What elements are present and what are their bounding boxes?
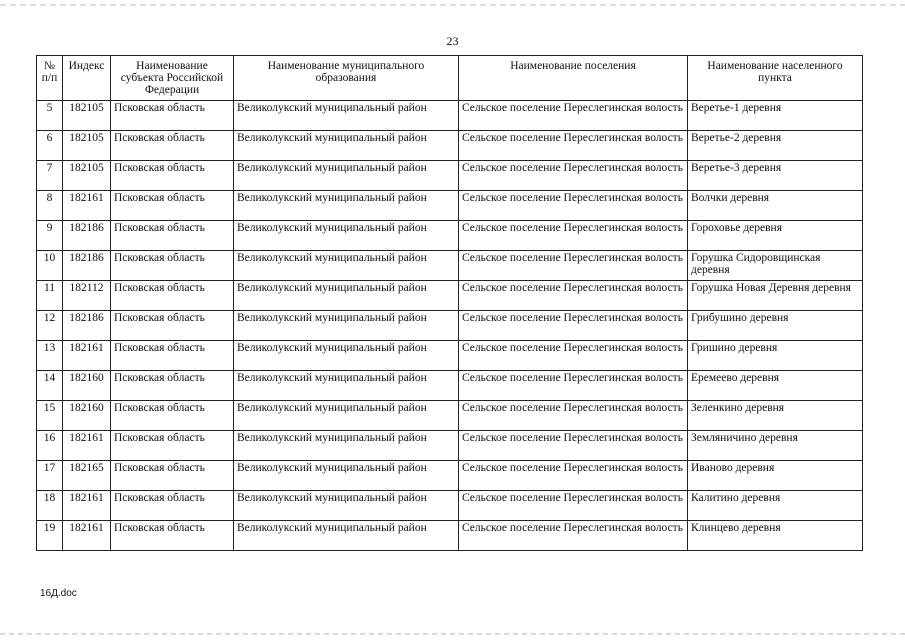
table-row bbox=[37, 521, 863, 551]
cell-settlement: Сельское поселение Переслегинская волость bbox=[459, 521, 688, 551]
cell-index: 182161 bbox=[63, 431, 111, 461]
cell-municipal: Великолукский муниципальный район bbox=[234, 311, 459, 341]
table-row bbox=[37, 281, 863, 311]
cell-locality: Горушка Сидоровщинская деревня bbox=[688, 251, 863, 281]
cell-settlement: Сельское поселение Переслегинская волость bbox=[459, 311, 688, 341]
cell-num: 11 bbox=[37, 281, 63, 311]
cell-num: 19 bbox=[37, 521, 63, 551]
header-num: № п/п bbox=[37, 56, 63, 101]
header-municipal: Наименование муниципального образования bbox=[234, 56, 459, 101]
cell-subject: Псковская область bbox=[111, 461, 234, 491]
table-row bbox=[37, 341, 863, 371]
cell-locality: Иваново деревня bbox=[688, 461, 863, 491]
cell-municipal: Великолукский муниципальный район bbox=[234, 191, 459, 221]
table-row bbox=[37, 431, 863, 461]
cell-locality: Веретье-2 деревня bbox=[688, 131, 863, 161]
cell-locality: Гороховье деревня bbox=[688, 221, 863, 251]
cell-settlement: Сельское поселение Переслегинская волость bbox=[459, 371, 688, 401]
cell-settlement: Сельское поселение Переслегинская волость bbox=[459, 341, 688, 371]
cell-num: 15 bbox=[37, 401, 63, 431]
cell-municipal: Великолукский муниципальный район bbox=[234, 431, 459, 461]
cell-index: 182165 bbox=[63, 461, 111, 491]
scan-edge-bottom bbox=[0, 633, 905, 635]
table-row bbox=[37, 401, 863, 431]
cell-settlement: Сельское поселение Переслегинская волость bbox=[459, 221, 688, 251]
cell-subject: Псковская область bbox=[111, 431, 234, 461]
table-body bbox=[37, 101, 863, 551]
cell-subject: Псковская область bbox=[111, 371, 234, 401]
cell-subject: Псковская область bbox=[111, 281, 234, 311]
cell-locality: Зеленкино деревня bbox=[688, 401, 863, 431]
table-row bbox=[37, 251, 863, 281]
cell-index: 182161 bbox=[63, 491, 111, 521]
cell-locality: Волчки деревня bbox=[688, 191, 863, 221]
cell-locality: Горушка Новая Деревня деревня bbox=[688, 281, 863, 311]
header-index: Индекс bbox=[63, 56, 111, 101]
cell-subject: Псковская область bbox=[111, 341, 234, 371]
cell-num: 13 bbox=[37, 341, 63, 371]
cell-municipal: Великолукский муниципальный район bbox=[234, 371, 459, 401]
table-row bbox=[37, 161, 863, 191]
cell-locality: Гришино деревня bbox=[688, 341, 863, 371]
cell-settlement: Сельское поселение Переслегинская волость bbox=[459, 251, 688, 281]
table-row bbox=[37, 311, 863, 341]
cell-subject: Псковская область bbox=[111, 131, 234, 161]
cell-num: 10 bbox=[37, 251, 63, 281]
cell-settlement: Сельское поселение Переслегинская волость bbox=[459, 101, 688, 131]
cell-index: 182161 bbox=[63, 341, 111, 371]
cell-num: 6 bbox=[37, 131, 63, 161]
footer-filename: 16Д.doc bbox=[40, 588, 77, 599]
cell-settlement: Сельское поселение Переслегинская волость bbox=[459, 431, 688, 461]
cell-municipal: Великолукский муниципальный район bbox=[234, 461, 459, 491]
cell-num: 8 bbox=[37, 191, 63, 221]
cell-settlement: Сельское поселение Переслегинская волость bbox=[459, 131, 688, 161]
cell-settlement: Сельское поселение Переслегинская волость bbox=[459, 191, 688, 221]
table-row bbox=[37, 101, 863, 131]
cell-num: 9 bbox=[37, 221, 63, 251]
cell-index: 182186 bbox=[63, 311, 111, 341]
table-row bbox=[37, 131, 863, 161]
cell-subject: Псковская область bbox=[111, 251, 234, 281]
cell-locality: Веретье-3 деревня bbox=[688, 161, 863, 191]
cell-subject: Псковская область bbox=[111, 311, 234, 341]
cell-municipal: Великолукский муниципальный район bbox=[234, 521, 459, 551]
cell-index: 182112 bbox=[63, 281, 111, 311]
cell-municipal: Великолукский муниципальный район bbox=[234, 131, 459, 161]
cell-municipal: Великолукский муниципальный район bbox=[234, 161, 459, 191]
cell-settlement: Сельское поселение Переслегинская волость bbox=[459, 281, 688, 311]
cell-settlement: Сельское поселение Переслегинская волость bbox=[459, 491, 688, 521]
cell-num: 14 bbox=[37, 371, 63, 401]
cell-index: 182105 bbox=[63, 161, 111, 191]
cell-index: 182186 bbox=[63, 221, 111, 251]
cell-municipal: Великолукский муниципальный район bbox=[234, 221, 459, 251]
scan-edge-top bbox=[0, 4, 905, 6]
cell-index: 182161 bbox=[63, 191, 111, 221]
table-row bbox=[37, 491, 863, 521]
cell-municipal: Великолукский муниципальный район bbox=[234, 341, 459, 371]
cell-locality: Земляничино деревня bbox=[688, 431, 863, 461]
cell-subject: Псковская область bbox=[111, 101, 234, 131]
cell-subject: Псковская область bbox=[111, 191, 234, 221]
cell-num: 17 bbox=[37, 461, 63, 491]
table-row bbox=[37, 191, 863, 221]
cell-subject: Псковская область bbox=[111, 161, 234, 191]
cell-index: 182105 bbox=[63, 131, 111, 161]
cell-municipal: Великолукский муниципальный район bbox=[234, 491, 459, 521]
cell-municipal: Великолукский муниципальный район bbox=[234, 401, 459, 431]
cell-num: 7 bbox=[37, 161, 63, 191]
table-row bbox=[37, 221, 863, 251]
cell-settlement: Сельское поселение Переслегинская волость bbox=[459, 161, 688, 191]
cell-index: 182105 bbox=[63, 101, 111, 131]
cell-locality: Еремеево деревня bbox=[688, 371, 863, 401]
cell-locality: Клинцево деревня bbox=[688, 521, 863, 551]
cell-locality: Калитино деревня bbox=[688, 491, 863, 521]
cell-subject: Псковская область bbox=[111, 491, 234, 521]
cell-locality: Веретье-1 деревня bbox=[688, 101, 863, 131]
cell-locality: Грибушино деревня bbox=[688, 311, 863, 341]
header-row bbox=[37, 56, 863, 101]
page-number: 23 bbox=[446, 34, 459, 48]
cell-num: 5 bbox=[37, 101, 63, 131]
locality-table bbox=[36, 55, 863, 551]
cell-subject: Псковская область bbox=[111, 221, 234, 251]
header-locality: Наименование населенного пункта bbox=[688, 56, 863, 101]
cell-index: 182160 bbox=[63, 371, 111, 401]
header-settlement: Наименование поселения bbox=[459, 56, 688, 101]
cell-settlement: Сельское поселение Переслегинская волость bbox=[459, 461, 688, 491]
cell-num: 12 bbox=[37, 311, 63, 341]
table-header bbox=[37, 56, 863, 101]
cell-index: 182186 bbox=[63, 251, 111, 281]
table-row bbox=[37, 461, 863, 491]
table-row bbox=[37, 371, 863, 401]
cell-municipal: Великолукский муниципальный район bbox=[234, 101, 459, 131]
cell-subject: Псковская область bbox=[111, 401, 234, 431]
cell-settlement: Сельское поселение Переслегинская волость bbox=[459, 401, 688, 431]
header-subject: Наименование субъекта Российской Федерации bbox=[111, 56, 234, 101]
cell-num: 18 bbox=[37, 491, 63, 521]
cell-num: 16 bbox=[37, 431, 63, 461]
cell-subject: Псковская область bbox=[111, 521, 234, 551]
cell-index: 182160 bbox=[63, 401, 111, 431]
cell-index: 182161 bbox=[63, 521, 111, 551]
cell-municipal: Великолукский муниципальный район bbox=[234, 251, 459, 281]
cell-municipal: Великолукский муниципальный район bbox=[234, 281, 459, 311]
